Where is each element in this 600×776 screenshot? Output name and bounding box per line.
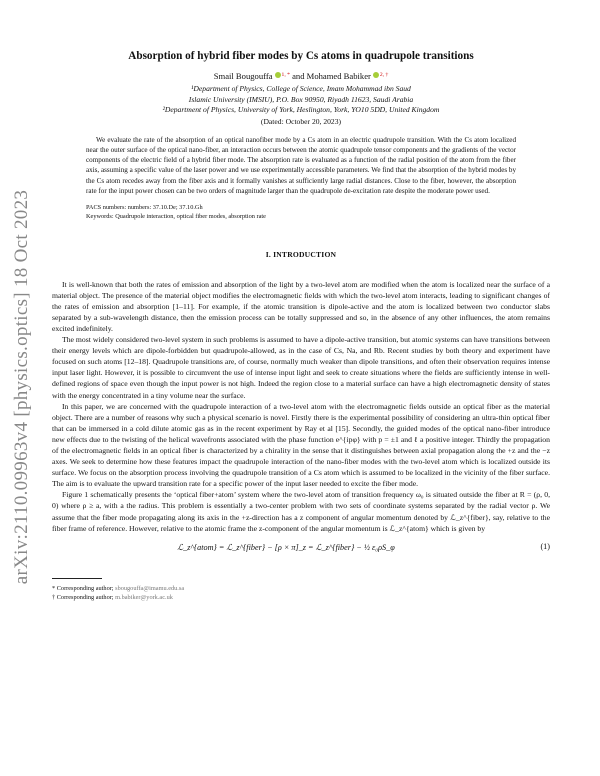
orcid-icon[interactable] [275, 72, 281, 78]
paper-page [52, 50, 550, 603]
paragraph-2: The most widely considered two-level system in such problems is assumed to have a dipole-active transition, but atomic systems can have transitions between their energy levels which are dipole-forbidden but quadrupole-allowed, as in the case of Cs, Na, and Rb. Recent studies by both theory and experiment have focused on such atoms [12–18]. Quadrupole transitions are, of course, normally much weaker than dipole transitions, and often their observation requires intense input laser light. However, it is possible to circumvent the use of intense input light and seek to create situations where the fields are sufficiently intense in well-defined regions of space even though the input power is not high. Indeed the region close to a material surface can have a high electromagnetic density of states with the energy concentrated in a tiny volume near the surface. [52, 335, 550, 400]
body-text [52, 279, 550, 534]
section-heading: I. INTRODUCTION [265, 249, 337, 259]
author-1-sup: 1, * [281, 72, 290, 78]
author-2-name: Mohamed Babiker [306, 71, 371, 81]
author-line [52, 71, 550, 81]
footnote-1 [52, 584, 550, 594]
equation-number: (1) [540, 541, 550, 551]
dated-line: (Dated: October 20, 2023) [260, 116, 342, 126]
footnote-1-email-link[interactable]: sbougouffa@imamu.edu.sa [115, 584, 185, 592]
arxiv-stamp: arXiv:2110.09963v4 [physics.optics] 18 Oct 2023 [11, 189, 32, 585]
keywords: Keywords: Quadrupole interaction, optical fiber modes, absorption rate [86, 212, 266, 220]
author-1-name: Smail Bougouffa [213, 71, 273, 81]
paper-title: Absorption of hybrid fiber modes by Cs atoms in quadrupole transitions [128, 50, 474, 62]
affiliation-2: ²Department of Physics, University of York, Heslington, York, YO10 5DD, United Kingdom [162, 105, 440, 115]
equation-1 [52, 536, 550, 560]
paragraph-1: It is well-known that both the rates of emission and absorption of the light by a two-level atom are modified when the atom is localized near the surface of a material object. The presence of the material object modifies the electromagnetic fields with which the two-level atom interacts, leading to significant changes of the rates of emission and absorption [1–11]. For example, if the atomic transition is dipole-active and the atom is localized between two conductor slabs separated by a sub-wavelength distance, then the emission process can be totally suppressed and so, in the absence of any other influences, the atom remains excited indefinitely. [52, 279, 550, 333]
author-2-sup: 2, † [379, 72, 389, 78]
pacs-numbers: PACS numbers: numbers: 37.10.De; 37.10.Gh [86, 204, 203, 211]
paragraph-4: Figure 1 schematically presents the ‘optical fiber+atom’ system where the two-level atom of transition frequency ω₀ is situated outside the fiber at R = (ρ, 0, 0) where ρ ≥ a, with a the radius. This problem is essentially a two-center problem with two sets of coordinate systems separated by the radial vector ρ. We assume that the fiber mode propagating along its axis in the +z-direction has a z component of angular momentum denoted by ℒ_z^{fiber}, say, relative to the fiber frame of reference. However, relative to the atomic frame the z-component of the angular momentum is ℒ_z^{atom} which is given by [52, 490, 550, 533]
footnote-2 [52, 593, 550, 603]
footnote-1-label: * Corresponding author; [52, 584, 116, 592]
abstract: We evaluate the rate of the absorption of an optical nanofiber mode by a Cs atom in an electric quadrupole transition. With the Cs atom localized near the outer surface of the optical nano-fiber, an interaction occurs between the atomic quadrupole tensor components and the gradients of the vector components of the electric field of a hybrid fiber mode. The absorption rate is evaluated as a function of the radial position of the atom from the fiber axis, assuming a specific value of the laser power and we use experimentally accessible parameters. We find that the absorption of the hybrid modes by the Cs atom recedes away from the fiber axis and it formally vanishes at sufficiently large radial distances. Close to the fiber, however, the absorption rate for the input power chosen can be two orders of magnitude larger than the quadrupole de-excitation rate despite the moderate power used. [86, 135, 516, 195]
footnote-2-email-link[interactable]: m.babiker@york.ac.uk [115, 594, 173, 602]
footnote-rule [52, 578, 102, 579]
equation-body: ℒ_z^{atom} = ℒ_z^{fiber} − [ρ × π]_z = ℒ_z^{fiber} − ½ ε₀ρS_φ [177, 542, 395, 552]
footnote-2-label: † Corresponding author; [52, 594, 116, 602]
paragraph-3: In this paper, we are concerned with the quadrupole interaction of a two-level atom with the electromagnetic fields outside an optical fiber as the material object. There are a number of reasons why such a physical scenario is novel. Firstly there is the experimental possibility of considering an ultra-thin optical fiber that can be immersed in a cold dilute atomic gas as in the recent experiment by Ray et al [15]. Secondly, the guided modes of the optical nano-fiber introduce new effects due to the twisting of the helical wavefronts associated with the phase function e^{ipφ} with p = ±1 and ℓ a positive integer. Thirdly the propagation of the electromagnetic fields in an optical fiber is characterized by a chirality in the sense that it distinguishes between axial propagation along the +z and the −z axes. We seek to determine how these features impact the quadrupole interaction of the nano-fiber modes with the two-level atom which is localized outside its surface. We focus on the absorption process involving the quadrupole transition of a Cs atom which is assumed to be localized in the vicinity of the fiber surface. The aim is to evaluate the upward transition rate for a specific power of the input laser needed to excite the fiber mode. [52, 401, 550, 489]
orcid-icon[interactable] [373, 72, 379, 78]
affiliation-1-line-1: ¹Department of Physics, College of Science, Imam Mohammad ibn Saud [191, 84, 411, 93]
affiliation-1-line-2: Islamic University (IMSIU), P.O. Box 90950, Riyadh 11623, Saudi Arabia [188, 94, 414, 104]
author-and: and [292, 71, 305, 81]
meta-block [86, 204, 516, 222]
